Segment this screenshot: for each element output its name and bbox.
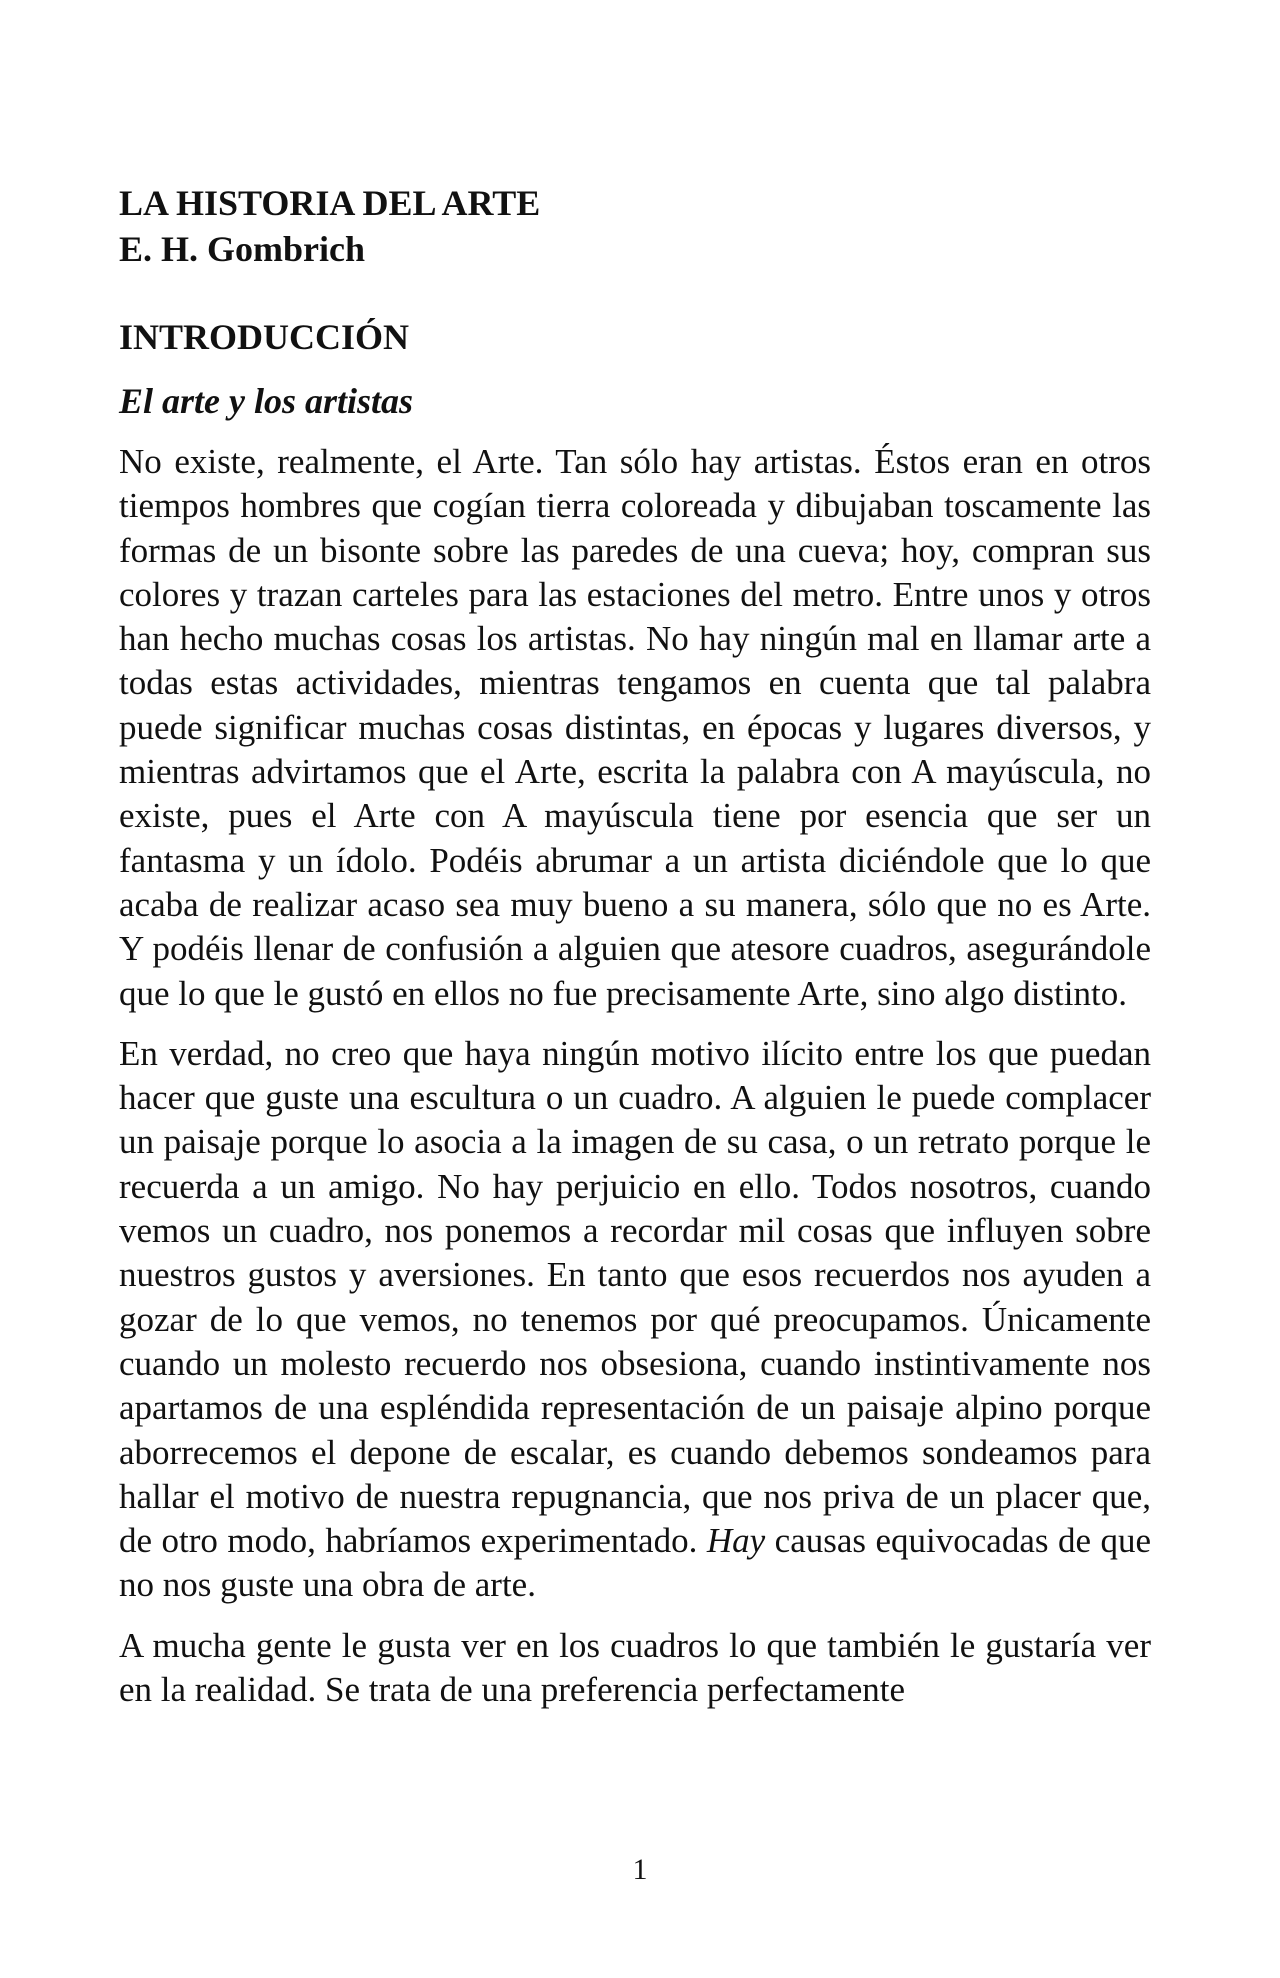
- paragraph-2: [119, 1032, 1151, 1608]
- book-title: LA HISTORIA DEL ARTE: [119, 183, 541, 223]
- paragraph-2-text-b: causas equivocadas de que no nos guste una obra de arte.: [119, 1521, 1152, 1605]
- page-number: 1: [632, 1853, 648, 1886]
- paragraph-3: A mucha gente le gusta ver en los cuadros lo que también le gustaría ver en la realidad. Se trata de una preferencia perfectamente: [119, 1625, 1151, 1710]
- paragraph-1: No existe, realmente, el Arte. Tan sólo hay artistas. Éstos eran en otros tiempos hombres que cogían tierra coloreada y dibujaban toscamente las formas de un bisonte sobre las paredes de una cueva; hoy, compran sus colores y trazan carteles para las estaciones del metro. Entre unos y otros han hecho muchas cosas los artistas. No hay ningún mal en llamar arte a todas estas actividades, mientras tengamos en cuenta que tal palabra puede significar muchas cosas distintas, en épocas y lugares diversos, y mientras advirtamos que el Arte, escrita la palabra con A mayúscula, no existe, pues el Arte con A mayúscula tiene por esencia que ser un fantasma y un ídolo. Podéis abrumar a un artista diciéndole que lo que acaba de realizar acaso sea muy bueno a su manera, sólo que no es Arte. Y podéis llenar de confusión a alguien que atesore cuadros, asegurándole que lo que le gustó en ellos no fue precisamente Arte, sino algo distinto.: [119, 442, 1151, 1013]
- paragraph-2-text-a: En verdad, no creo que haya ningún motivo ilícito entre los que puedan hacer que guste una escultura o un cuadro. A alguien le puede complacer un paisaje porque lo asocia a la imagen de su casa, o un retrato porque le recuerda a un amigo. No hay perjuicio en ello. Todos nosotros, cuando vemos un cuadro, nos ponemos a recordar mil cosas que influyen sobre nuestros gustos y aversiones. En tanto que esos recuerdos nos ayuden a gozar de lo que vemos, no tenemos por qué preocupamos. Únicamente cuando un molesto recuerdo nos obsesiona, cuando instintivamente nos apartamos de una espléndida representación de un paisaje alpino porque aborrecemos el depone de escalar, es cuando debemos sondeamos para hallar el motivo de nuestra repugnancia, que nos priva de un placer que, de otro modo, habríamos experimentado.: [119, 1033, 1151, 1561]
- chapter-title: El arte y los artistas: [119, 381, 414, 421]
- paragraph-2-emphasis: Hay: [706, 1521, 766, 1561]
- page-body: [119, 180, 1151, 1712]
- author-name: E. H. Gombrich: [119, 229, 366, 269]
- section-title: INTRODUCCIÓN: [119, 317, 410, 357]
